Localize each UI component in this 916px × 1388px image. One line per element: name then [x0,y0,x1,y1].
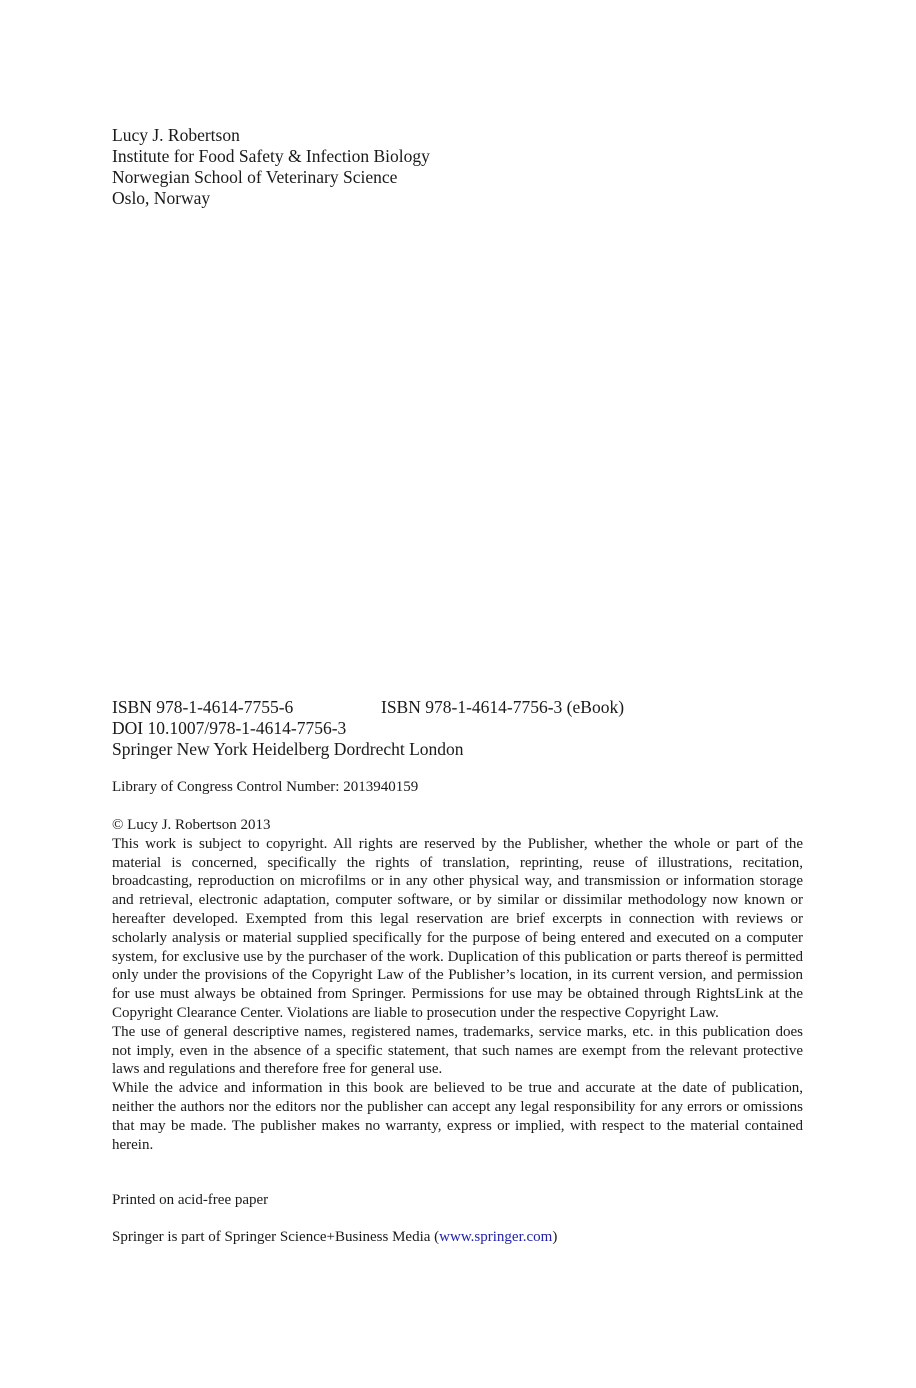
copyright-line: © Lucy J. Robertson 2013 [112,817,271,833]
loc-control-number: Library of Congress Control Number: 2013940159 [112,779,419,795]
springer-statement [112,1228,557,1247]
springer-website-link[interactable]: www.springer.com [439,1229,553,1245]
author-name: Lucy J. Robertson [112,125,240,145]
author-school: Norwegian School of Veterinary Science [112,167,398,187]
copyright-notice [112,816,803,1154]
author-location: Oslo, Norway [112,188,211,208]
publication-info [112,697,624,760]
isbn-row [112,697,624,718]
printed-note: Printed on acid-free paper [112,1192,269,1208]
copyright-paragraph-disclaimer: While the advice and information in this book are believed to be true and accurate at the date of publication, neither the authors nor the editors nor the publisher can accept any legal responsibility for any errors or omissions that may be made. The publisher makes no warranty, express or implied, with respect to the material contained herein. [112,1080,803,1153]
author-institute: Institute for Food Safety & Infection Biology [112,146,430,166]
copyright-paragraph-names: The use of general descriptive names, registered names, trademarks, service marks, etc. in this publication does not imply, even in the absence of a specific statement, that such names are exempt from the relevant protective laws and regulations and therefore free for general use. [112,1023,803,1078]
publisher-line: Springer New York Heidelberg Dordrecht London [112,739,464,759]
springer-close: ) [552,1229,558,1245]
isbn-print: ISBN 978-1-4614-7755-6 [112,697,294,717]
isbn-ebook: ISBN 978-1-4614-7756-3 (eBook) [381,697,625,717]
copyright-paragraph-rights: This work is subject to copyright. All rights are reserved by the Publisher, whether the whole or part of the material is concerned, specifically the rights of translation, reprinting, reuse of illustrations, recitation, broadcasting, reproduction on microfilms or in any other physical way, and transmission or information storage and retrieval, electronic adaptation, computer software, or by similar or dissimilar methodology now known or hereafter developed. Exempted from this legal reservation are brief excerpts in connection with reviews or scholarly analysis or material supplied specifically for the purpose of being entered and executed on a computer system, for exclusive use by the purchaser of the work. Duplication of this publication or parts thereof is permitted only under the provisions of the Copyright Law of the Publisher’s location, in its current version, and permission for use must always be obtained from Springer. Permissions for use may be obtained through RightsLink at the Copyright Clearance Center. Violations are liable to prosecution under the respective Copyright Law. [112,835,803,1021]
author-affiliation [112,125,430,209]
springer-text: Springer is part of Springer Science+Business Media ( [112,1229,440,1245]
doi: DOI 10.1007/978-1-4614-7756-3 [112,718,347,738]
